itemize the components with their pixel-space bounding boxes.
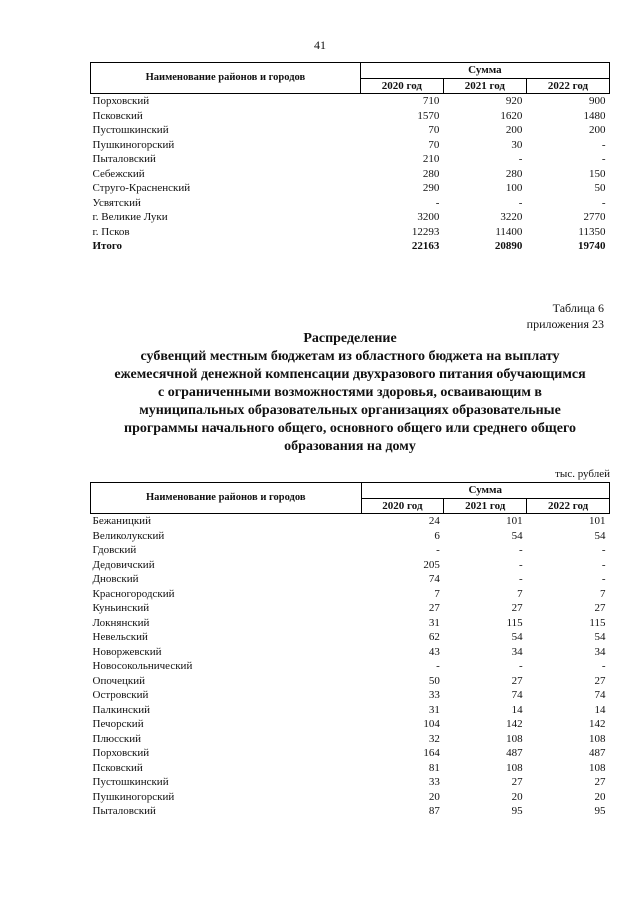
value-2021: 27: [511, 776, 523, 788]
value-2020: 6: [434, 529, 440, 542]
table-row: [91, 688, 610, 703]
value-2020: 22163: [411, 240, 440, 252]
value-2020: 205: [423, 558, 440, 571]
header-year-2022: 2022 год: [527, 498, 610, 514]
appendix-number: приложения 23: [526, 317, 604, 331]
district-name: Красногородский: [92, 587, 175, 600]
value-2021: 101: [506, 515, 523, 527]
value-2020: 87: [428, 805, 440, 817]
header-year-2021: 2021 год: [444, 498, 527, 514]
table-row: [91, 123, 610, 138]
district-name: Усвятский: [92, 196, 141, 209]
value-2020: 70: [428, 138, 440, 151]
value-2021: 95: [511, 805, 523, 817]
table-row: [91, 572, 610, 587]
header-sum: Сумма: [360, 63, 609, 79]
table-row: [91, 674, 610, 689]
district-name: Струго-Красненский: [92, 182, 191, 194]
value-2022: 54: [594, 529, 606, 542]
table-row: [91, 109, 610, 124]
district-name: Невельский: [92, 631, 148, 643]
table-row: [91, 181, 610, 196]
value-2021: 142: [506, 718, 523, 730]
district-name: Гдовский: [92, 544, 137, 556]
value-2022: 150: [589, 167, 606, 180]
table-row: [91, 514, 610, 529]
district-name: Куньинский: [92, 602, 150, 614]
value-2022: 19740: [578, 240, 606, 252]
value-2022: 108: [589, 761, 606, 774]
value-2020: 12293: [411, 225, 440, 238]
value-2022: -: [601, 196, 606, 209]
value-2020: -: [436, 660, 440, 672]
district-name: Новоржевский: [92, 645, 162, 658]
district-name: Локнянский: [92, 616, 150, 629]
header-year-2021: 2021 год: [443, 78, 526, 94]
value-2020: 710: [422, 95, 440, 107]
value-2021: 1620: [500, 109, 523, 122]
value-2022: -: [601, 558, 606, 571]
page-number: 41: [314, 38, 326, 52]
district-name: Опочецкий: [92, 674, 145, 687]
district-name: Плюсский: [92, 732, 142, 745]
value-2022: -: [601, 573, 606, 585]
district-name: Пыталовский: [92, 805, 156, 817]
table-row: [91, 196, 610, 211]
value-2021: 487: [506, 747, 523, 759]
value-2022: 115: [589, 616, 606, 629]
value-2022: 108: [589, 732, 606, 745]
total-row: [91, 239, 610, 254]
district-name: Дедовичский: [92, 558, 155, 571]
table-row: [91, 94, 610, 109]
value-2020: 81: [428, 761, 440, 774]
table-row: [91, 703, 610, 718]
table-row: [91, 645, 610, 660]
table-row: [91, 558, 610, 573]
section-title: [60, 330, 640, 456]
value-2021: -: [518, 573, 523, 585]
title-line: образования на дому: [284, 439, 416, 454]
value-2022: 27: [594, 776, 606, 788]
value-2021: 20: [511, 790, 523, 803]
value-2021: 7: [517, 587, 523, 600]
table-2-body: [91, 514, 610, 819]
value-2020: 31: [428, 703, 440, 716]
unit-label: тыс. рублей: [555, 468, 610, 480]
table-row: [91, 659, 610, 674]
table-row: [91, 138, 610, 153]
district-name: Пушкиногорский: [92, 138, 175, 151]
value-2021: 14: [511, 703, 523, 716]
district-name: Порховский: [92, 747, 150, 759]
value-2020: 1570: [417, 109, 440, 122]
table-row: [91, 775, 610, 790]
value-2020: 33: [428, 776, 440, 788]
table-2: [90, 482, 610, 819]
header-sum: Сумма: [361, 483, 610, 499]
value-2020: 104: [423, 718, 440, 730]
value-2021: 108: [506, 732, 523, 745]
table-row: [91, 152, 610, 167]
table-row: [91, 225, 610, 240]
value-2022: 487: [589, 747, 606, 759]
district-name: Пустошкинский: [92, 124, 169, 136]
value-2022: 2770: [583, 211, 606, 223]
value-2020: -: [436, 544, 440, 556]
table-row: [91, 616, 610, 631]
table-row: [91, 601, 610, 616]
table-row: [91, 543, 610, 558]
title-line: Распределение: [303, 331, 397, 346]
value-2020: -: [435, 196, 440, 209]
table-row: [91, 732, 610, 747]
value-2020: 24: [428, 515, 440, 527]
value-2020: 27: [428, 602, 440, 614]
value-2020: 20: [428, 790, 440, 803]
value-2022: 74: [594, 689, 606, 701]
value-2022: 11350: [578, 225, 606, 238]
value-2022: 27: [594, 602, 606, 614]
title-line: ежемесячной денежной компенсации двухразового питания обучающимся: [114, 367, 586, 382]
district-name: Дновский: [92, 573, 139, 585]
table-row: [91, 761, 610, 776]
value-2022: -: [601, 544, 606, 556]
value-2021: 27: [511, 602, 523, 614]
value-2020: 74: [428, 573, 440, 585]
district-name: Порховский: [92, 95, 150, 107]
value-2021: 11400: [495, 225, 523, 238]
district-name: Итого: [92, 240, 123, 252]
value-2022: 101: [589, 515, 606, 527]
table-row: [91, 804, 610, 819]
value-2020: 33: [428, 689, 440, 701]
title-line: с ограниченными возможностями здоровья, осваивающим в: [158, 385, 542, 400]
value-2022: 50: [594, 182, 606, 194]
district-name: Псковский: [92, 761, 143, 774]
value-2020: 210: [422, 153, 440, 165]
table-row: [91, 587, 610, 602]
value-2020: 7: [434, 587, 440, 600]
value-2020: 70: [428, 124, 440, 136]
value-2021: 100: [505, 182, 523, 194]
district-name: Пыталовский: [92, 153, 156, 165]
district-name: Себежский: [92, 167, 145, 180]
district-name: Печорский: [92, 718, 144, 730]
value-2021: 3220: [500, 211, 523, 223]
district-name: Островский: [92, 689, 149, 701]
district-name: Пустошкинский: [92, 776, 169, 788]
header-name: Наименование районов и городов: [91, 483, 362, 514]
header-year-2020: 2020 год: [360, 78, 443, 94]
value-2021: 20890: [494, 240, 523, 252]
table-1: [90, 62, 610, 254]
title-line: муниципальных образовательных организациях образовательные: [139, 403, 561, 418]
value-2022: -: [601, 660, 606, 672]
district-name: Пушкиногорский: [92, 790, 175, 803]
value-2022: 900: [589, 95, 606, 107]
header-year-2020: 2020 год: [361, 498, 444, 514]
value-2021: 920: [505, 95, 523, 107]
value-2020: 43: [428, 645, 440, 658]
value-2020: 290: [422, 182, 440, 194]
value-2021: 280: [505, 167, 523, 180]
value-2020: 32: [428, 732, 440, 745]
value-2020: 50: [428, 674, 440, 687]
title-line: субвенций местным бюджетам из областного бюджета на выплату: [140, 349, 560, 364]
value-2022: 34: [594, 645, 606, 658]
value-2022: 1480: [583, 109, 606, 122]
value-2021: 108: [506, 761, 523, 774]
value-2021: -: [518, 558, 523, 571]
value-2021: 54: [511, 631, 523, 643]
value-2022: -: [601, 153, 606, 165]
value-2022: 20: [594, 790, 606, 803]
district-name: г. Великие Луки: [92, 211, 168, 223]
district-name: Псковский: [92, 109, 143, 122]
value-2022: 54: [594, 631, 606, 643]
value-2022: 7: [600, 587, 606, 600]
header-name: Наименование районов и городов: [91, 63, 361, 94]
district-name: Бежаницкий: [92, 515, 151, 527]
value-2020: 280: [422, 167, 440, 180]
value-2020: 3200: [417, 211, 440, 223]
value-2021: -: [518, 196, 523, 209]
value-2020: 62: [428, 631, 440, 643]
value-2022: 14: [594, 703, 606, 716]
table-number: Таблица 6: [552, 301, 604, 315]
value-2022: 95: [594, 805, 606, 817]
value-2022: -: [601, 138, 606, 151]
title-line: программы начального общего, основного общего или среднего общего: [124, 421, 576, 436]
value-2021: 115: [506, 616, 523, 629]
district-name: Палкинский: [92, 703, 151, 716]
table-row: [91, 630, 610, 645]
table-1-body: [91, 94, 610, 254]
value-2021: 27: [511, 674, 523, 687]
value-2022: 142: [589, 718, 606, 730]
value-2021: 54: [511, 529, 523, 542]
district-name: Новосокольнический: [92, 660, 193, 672]
value-2021: -: [518, 153, 523, 165]
value-2021: 30: [511, 138, 523, 151]
value-2022: 27: [594, 674, 606, 687]
table-row: [91, 167, 610, 182]
header-year-2022: 2022 год: [526, 78, 609, 94]
value-2020: 31: [428, 616, 440, 629]
value-2021: -: [518, 660, 523, 672]
value-2021: 74: [511, 689, 523, 701]
value-2021: 34: [511, 645, 523, 658]
table-row: [91, 210, 610, 225]
table-row: [91, 790, 610, 805]
value-2021: 200: [505, 124, 523, 136]
value-2021: -: [518, 544, 523, 556]
table-row: [91, 529, 610, 544]
table-row: [91, 746, 610, 761]
value-2022: 200: [589, 124, 606, 136]
district-name: г. Псков: [92, 225, 130, 238]
table-row: [91, 717, 610, 732]
value-2020: 164: [423, 747, 440, 759]
district-name: Великолукский: [92, 529, 165, 542]
